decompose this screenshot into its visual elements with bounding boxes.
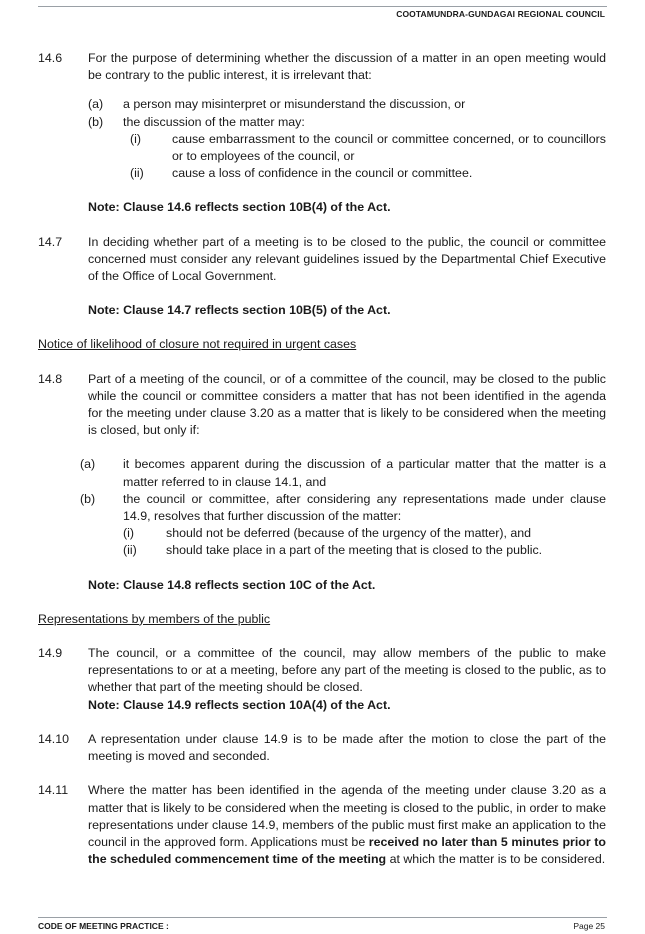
clause-text: Part of a meeting of the council, or of a committee of the council, may be closed to the public while the council or committee considers a matter that has not been identified in the agenda for the meeting under clause 3.20 as a matter that is likely to be considered when the meeting is closed, but only if: <box>88 371 606 438</box>
clause-number: 14.9 <box>38 646 63 661</box>
clause-number: 14.8 <box>38 371 63 386</box>
list-item-ii: (ii) cause a loss of confidence in the council or committee. <box>130 166 473 181</box>
clause-14-10 <box>38 731 606 765</box>
clause-14-6 <box>38 50 606 84</box>
list-item-i: (i) should not be deferred (because of the urgency of the matter), and <box>123 526 532 541</box>
list-item-a: (a) a person may misinterpret or misunderstand the discussion, or <box>88 97 466 112</box>
list-item-a: (a) it becomes apparent during the discussion of a particular matter that the matter is a matter referred to in clause 14.1, and <box>80 457 606 489</box>
clause-text: For the purpose of determining whether the discussion of a matter in an open meeting would be contrary to the public interest, it is irrelevant that: <box>88 51 606 83</box>
clause-number: 14.10 <box>38 731 70 746</box>
clause-number: 14.11 <box>38 783 69 798</box>
clause-14-11 <box>38 782 606 868</box>
list-item-b: (b) the discussion of the matter may: <box>88 114 305 129</box>
clause-14-7 <box>38 234 606 286</box>
note: Note: Clause 14.6 reflects section 10B(4) of the Act. <box>88 200 391 215</box>
list-item-b: (b) the council or committee, after considering any representations made under clause 14.9, resolves that further discussion of the matter: <box>80 491 606 524</box>
clause-text: The council, or a committee of the council, may allow members of the public to make representations to or at a meeting, before any part of the meeting is closed to the public, as to whether that part of the meeting should be closed. <box>88 646 606 695</box>
list-item-ii: (ii) should take place in a part of the meeting that is closed to the public. <box>123 543 543 558</box>
clause-14-8-list <box>80 456 606 559</box>
note: Note: Clause 14.8 reflects section 10C of the Act. <box>88 577 376 592</box>
emphasis-text: received no later than 5 minutes prior to the scheduled commencement time of the meeting <box>88 834 606 867</box>
clause-text: In deciding whether part of a meeting is to be closed to the public, the council or committee concerned must consider any relevant guidelines issued by the Departmental Chief Executive of the Office of Local Government. <box>88 234 606 284</box>
section-heading: Notice of likelihood of closure not required in urgent cases <box>38 337 357 352</box>
footer-document-title: CODE OF MEETING PRACTICE : <box>38 921 169 931</box>
clause-number: 14.7 <box>38 234 63 249</box>
header-rule <box>38 6 607 7</box>
note: Note: Clause 14.9 reflects section 10A(4) of the Act. <box>88 697 391 712</box>
page-header-title: COOTAMUNDRA-GUNDAGAI REGIONAL COUNCIL <box>396 9 605 19</box>
clause-number: 14.6 <box>38 51 63 65</box>
clause-14-6-list <box>88 96 606 182</box>
clause-text: Where the matter has been identified in the agenda of the meeting under clause 3.20 as a matter that is likely to be considered when the meeting is closed to the public, in order to make representations under clause 14.9, members of the public must first make an application to the council in the approved form. Applications must be received no later than 5 minutes prior to the scheduled commencement time of the meeting at which the matter is to be considered. <box>88 783 606 867</box>
clause-14-8 <box>38 371 606 440</box>
clause-14-9 <box>38 645 606 714</box>
footer-rule <box>38 917 607 918</box>
clause-text: A representation under clause 14.9 is to be made after the motion to close the part of the meeting is moved and seconded. <box>88 731 606 764</box>
document-body <box>38 50 606 868</box>
note: Note: Clause 14.7 reflects section 10B(5) of the Act. <box>88 303 391 318</box>
section-heading: Representations by members of the public <box>38 611 271 626</box>
page-number: Page 25 <box>573 921 605 931</box>
list-item-i: (i) cause embarrassment to the council or committee concerned, or to councillors or to employees of the council, or <box>130 131 606 164</box>
